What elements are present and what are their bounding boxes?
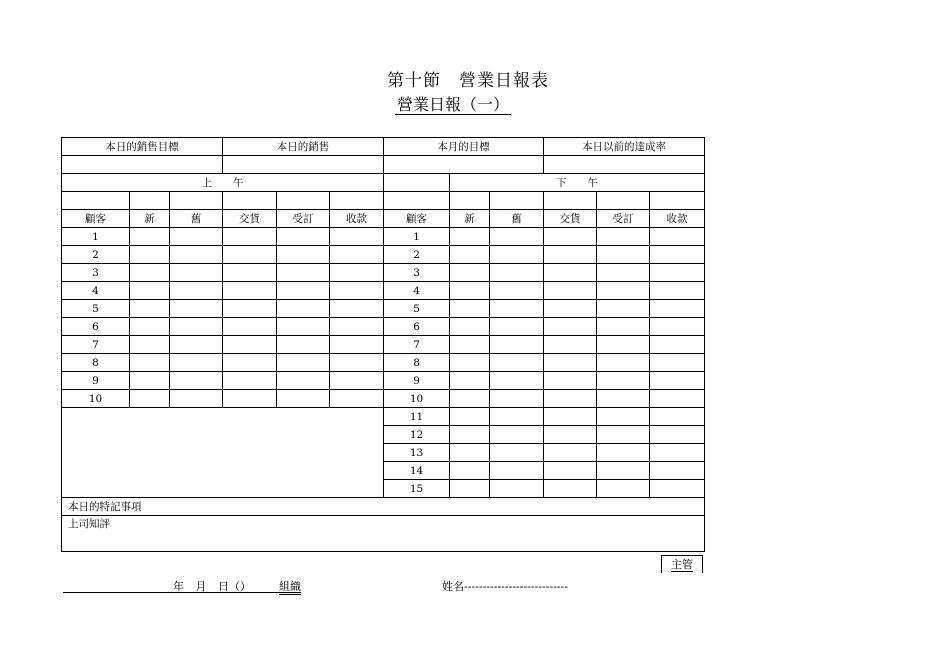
data-row (62, 336, 705, 354)
column-header: 交貨 (223, 210, 277, 228)
table-cell (450, 192, 490, 210)
table-cell (490, 192, 544, 210)
column-header-row (62, 210, 705, 228)
data-row (62, 246, 705, 264)
table-cell (330, 336, 384, 354)
table-cell (277, 354, 330, 372)
table-cell (223, 192, 277, 210)
table-cell (130, 354, 170, 372)
table-cell (544, 354, 597, 372)
table-cell (544, 336, 597, 354)
summary-header-row (62, 138, 705, 156)
summary-value-row (62, 156, 705, 174)
table-cell (490, 318, 544, 336)
column-header: 交貨 (544, 210, 597, 228)
table-cell (650, 318, 705, 336)
table-cell (330, 300, 384, 318)
pm-row-number: 4 (384, 282, 450, 300)
summary-value (544, 156, 705, 174)
summary-header: 本日的銷售 (223, 138, 384, 156)
table-cell (650, 192, 705, 210)
table-cell (170, 282, 223, 300)
table-cell (330, 228, 384, 246)
table-cell (650, 300, 705, 318)
table-cell (330, 264, 384, 282)
table-cell (544, 282, 597, 300)
am-row-number: 5 (62, 300, 130, 318)
table-cell (597, 354, 650, 372)
table-cell (450, 354, 490, 372)
footer-name: 姓名---------------------------- (442, 580, 569, 593)
pm-row-number: 7 (384, 336, 450, 354)
table-cell (490, 246, 544, 264)
table-cell (650, 426, 705, 444)
summary-value (384, 156, 544, 174)
table-cell (450, 228, 490, 246)
am-row-number: 9 (62, 372, 130, 390)
am-row-number: 8 (62, 354, 130, 372)
table-cell (277, 264, 330, 282)
table-cell (544, 318, 597, 336)
table-cell (490, 300, 544, 318)
blank-row (62, 192, 705, 210)
table-cell (490, 444, 544, 462)
table-cell (130, 390, 170, 408)
table-cell (597, 264, 650, 282)
table-cell (450, 300, 490, 318)
table-cell (544, 246, 597, 264)
pm-row-number: 2 (384, 246, 450, 264)
table-cell (170, 264, 223, 282)
table-cell (130, 372, 170, 390)
table-cell (130, 264, 170, 282)
table-cell (223, 318, 277, 336)
table-cell (170, 336, 223, 354)
table-cell (597, 390, 650, 408)
blank-area (62, 408, 384, 498)
table-cell (223, 300, 277, 318)
footer-date: 年 月 日（） (173, 580, 251, 593)
column-header: 收款 (650, 210, 705, 228)
table-cell (277, 228, 330, 246)
table-cell (597, 462, 650, 480)
boss-comment-label: 上司知評 (62, 516, 705, 552)
page-subtitle: 營業日報（一） (396, 95, 509, 114)
table-cell (544, 300, 597, 318)
pm-row-number: 10 (384, 390, 450, 408)
table-cell (544, 444, 597, 462)
pm-row-number: 1 (384, 228, 450, 246)
table-cell (330, 246, 384, 264)
table-cell (450, 372, 490, 390)
data-row (62, 264, 705, 282)
table-cell (130, 300, 170, 318)
table-cell (277, 318, 330, 336)
period-label-row (62, 174, 705, 192)
am-row-number: 3 (62, 264, 130, 282)
table-cell (650, 444, 705, 462)
table-cell (490, 282, 544, 300)
summary-header: 本日以前的達成率 (544, 138, 705, 156)
am-row-number: 4 (62, 282, 130, 300)
table-cell (450, 318, 490, 336)
column-header: 新 (130, 210, 170, 228)
table-cell (130, 228, 170, 246)
data-row (62, 282, 705, 300)
pm-row-number: 3 (384, 264, 450, 282)
table-cell (223, 282, 277, 300)
am-row-number: 1 (62, 228, 130, 246)
supervisor-box: 主管 (661, 555, 703, 573)
table-cell (330, 318, 384, 336)
column-header: 新 (450, 210, 490, 228)
table-cell (130, 318, 170, 336)
table-cell (450, 444, 490, 462)
table-cell (650, 408, 705, 426)
table-cell (650, 390, 705, 408)
table-cell (490, 480, 544, 498)
data-row (62, 318, 705, 336)
table-cell (597, 228, 650, 246)
table-cell (450, 246, 490, 264)
column-header: 舊 (490, 210, 544, 228)
am-row-number: 10 (62, 390, 130, 408)
column-header: 受訂 (277, 210, 330, 228)
pm-row-number: 13 (384, 444, 450, 462)
column-header: 顧客 (62, 210, 130, 228)
table-cell (597, 336, 650, 354)
table-cell (277, 372, 330, 390)
boss-comment-row (62, 516, 705, 552)
table-cell (170, 390, 223, 408)
table-cell (490, 408, 544, 426)
table-cell (597, 246, 650, 264)
table-cell (650, 264, 705, 282)
table-cell (330, 192, 384, 210)
table-cell (223, 336, 277, 354)
table-cell (170, 372, 223, 390)
table-cell (544, 192, 597, 210)
am-label: 上 午 (62, 174, 384, 192)
table-cell (450, 264, 490, 282)
summary-value (223, 156, 384, 174)
data-row (62, 408, 705, 426)
table-cell (450, 282, 490, 300)
pm-row-number: 12 (384, 426, 450, 444)
table-cell (223, 246, 277, 264)
table-cell (277, 300, 330, 318)
table-cell (650, 282, 705, 300)
table-cell (544, 390, 597, 408)
table-cell (544, 264, 597, 282)
table-cell (490, 336, 544, 354)
footer (63, 578, 583, 594)
notes-label: 本日的特記事項 (62, 498, 705, 516)
table-cell (450, 480, 490, 498)
table-cell (130, 282, 170, 300)
table-cell (130, 336, 170, 354)
table-cell (450, 426, 490, 444)
summary-value (62, 156, 223, 174)
table-cell (450, 462, 490, 480)
table-cell (450, 390, 490, 408)
page-title: 第十節 營業日報表 (387, 71, 549, 91)
data-row (62, 228, 705, 246)
table-cell (490, 462, 544, 480)
table-cell (650, 462, 705, 480)
pm-row-number: 15 (384, 480, 450, 498)
table-cell (277, 282, 330, 300)
table-cell (384, 192, 450, 210)
table-cell (650, 228, 705, 246)
data-row (62, 372, 705, 390)
table-cell (597, 480, 650, 498)
pm-row-number: 8 (384, 354, 450, 372)
table-cell (544, 462, 597, 480)
am-row-number: 7 (62, 336, 130, 354)
table-cell (597, 300, 650, 318)
pm-label: 下 午 (450, 174, 705, 192)
table-cell (650, 372, 705, 390)
table-cell (384, 174, 450, 192)
table-cell (170, 246, 223, 264)
table-cell (650, 246, 705, 264)
table-cell (597, 444, 650, 462)
table-cell (544, 372, 597, 390)
table-cell (223, 390, 277, 408)
table-cell (170, 354, 223, 372)
footer-org: 組織 (279, 580, 301, 593)
pm-row-number: 9 (384, 372, 450, 390)
am-row-number: 2 (62, 246, 130, 264)
table-cell (330, 282, 384, 300)
table-cell (490, 264, 544, 282)
table-cell (277, 246, 330, 264)
summary-header: 本日的銷售目標 (62, 138, 223, 156)
table-cell (597, 318, 650, 336)
table-cell (170, 228, 223, 246)
data-row (62, 390, 705, 408)
table-cell (223, 228, 277, 246)
column-header: 顧客 (384, 210, 450, 228)
pm-row-number: 5 (384, 300, 450, 318)
table-cell (650, 354, 705, 372)
pm-row-number: 11 (384, 408, 450, 426)
table-cell (223, 264, 277, 282)
daily-report-table (61, 137, 705, 552)
am-row-number: 6 (62, 318, 130, 336)
table-cell (223, 372, 277, 390)
pm-row-number: 14 (384, 462, 450, 480)
table-cell (277, 336, 330, 354)
table-cell (170, 192, 223, 210)
column-header: 受訂 (597, 210, 650, 228)
table-cell (490, 228, 544, 246)
table-cell (597, 192, 650, 210)
table-cell (544, 426, 597, 444)
table-cell (490, 372, 544, 390)
table-cell (450, 336, 490, 354)
table-cell (277, 390, 330, 408)
table-cell (544, 480, 597, 498)
table-cell (170, 300, 223, 318)
table-cell (490, 390, 544, 408)
table-cell (330, 354, 384, 372)
table-cell (130, 246, 170, 264)
table-cell (544, 408, 597, 426)
table-cell (650, 336, 705, 354)
table-cell (170, 318, 223, 336)
table-cell (650, 480, 705, 498)
table-cell (597, 372, 650, 390)
summary-header: 本月的目標 (384, 138, 544, 156)
notes-row (62, 498, 705, 516)
table-cell (490, 426, 544, 444)
column-header: 舊 (170, 210, 223, 228)
table-cell (597, 426, 650, 444)
pm-row-number: 6 (384, 318, 450, 336)
table-cell (330, 390, 384, 408)
table-cell (597, 408, 650, 426)
table-cell (490, 354, 544, 372)
data-row (62, 300, 705, 318)
table-cell (450, 408, 490, 426)
data-row (62, 354, 705, 372)
table-cell (223, 354, 277, 372)
table-cell (62, 192, 130, 210)
column-header: 收款 (330, 210, 384, 228)
table-cell (330, 372, 384, 390)
table-cell (277, 192, 330, 210)
table-cell (597, 282, 650, 300)
table-cell (544, 228, 597, 246)
table-cell (130, 192, 170, 210)
